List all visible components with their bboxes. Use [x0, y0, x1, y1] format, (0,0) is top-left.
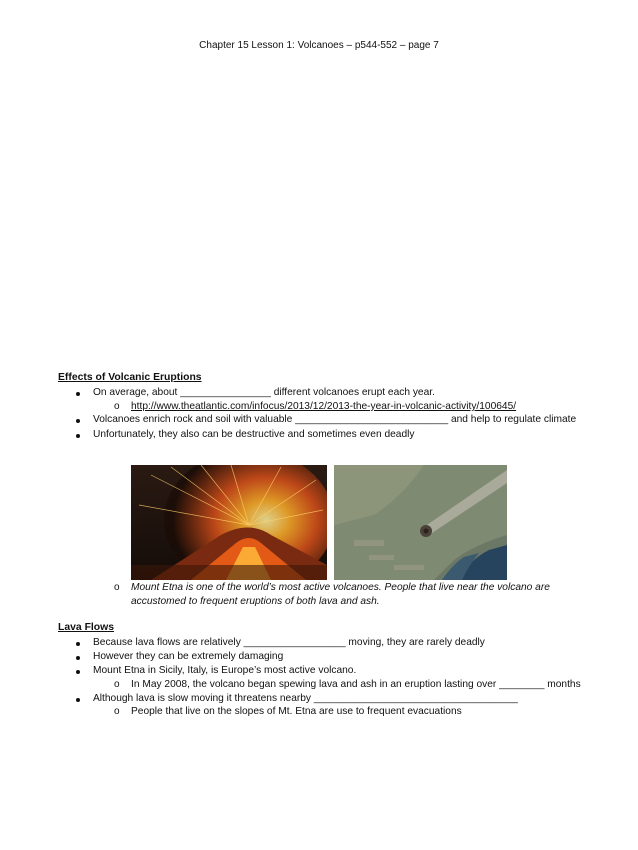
- list-item-text: Because lava flows are relatively __________________ moving, they are rarely deadly: [93, 637, 485, 648]
- caption-line: Mount Etna is one of the world’s most active volcanoes. People that live near the volcano are: [131, 582, 550, 593]
- list-item-text: On average, about ________________ different volcanoes erupt each year.: [93, 387, 435, 398]
- sub-list-item-text: People that live on the slopes of Mt. Etna are use to frequent evacuations: [131, 706, 462, 717]
- list-item-text: Volcanoes enrich rock and soil with valuable ___________________________ and help to regulate climate: [93, 414, 577, 425]
- effects-section-title: Effects of Volcanic Eruptions: [58, 372, 202, 383]
- bullet-icon: [76, 419, 80, 423]
- bullet-icon: [76, 642, 80, 646]
- bullet-icon: [76, 670, 80, 674]
- photo-caption: [131, 581, 561, 609]
- bullet-icon: [76, 698, 80, 702]
- sub-list-item-text: In May 2008, the volcano began spewing lava and ash in an eruption lasting over ________ months: [131, 679, 581, 690]
- list-item-text: Although lava is slow moving it threatens nearby ____________________________________: [93, 693, 518, 704]
- etna-satellite-illustration: [334, 465, 507, 580]
- list-item-text: Mount Etna in Sicily, Italy, is Europe’s most active volcano.: [93, 665, 357, 676]
- page-header: Chapter 15 Lesson 1: Volcanoes – p544-552 – page 7: [199, 40, 439, 51]
- caption-line: accustomed to frequent eruptions of both lava and ash.: [131, 596, 380, 607]
- list-item-text: Unfortunately, they also can be destructive and sometimes even deadly: [93, 429, 415, 440]
- sub-bullet-icon: o: [114, 401, 120, 412]
- lava-eruption-photo: [131, 465, 327, 580]
- sub-bullet-icon: o: [114, 706, 120, 717]
- sub-bullet-icon: o: [114, 679, 120, 690]
- lava-eruption-illustration: [131, 465, 327, 580]
- list-item-text: However they can be extremely damaging: [93, 651, 284, 662]
- etna-satellite-photo: [334, 465, 507, 580]
- atlantic-link[interactable]: http://www.theatlantic.com/infocus/2013/12/2013-the-year-in-volcanic-activity/100645/: [131, 401, 517, 412]
- sub-bullet-icon: o: [114, 582, 120, 593]
- lava-section-title: Lava Flows: [58, 622, 115, 633]
- bullet-icon: [76, 656, 80, 660]
- bullet-icon: [76, 434, 80, 438]
- bullet-icon: [76, 392, 80, 396]
